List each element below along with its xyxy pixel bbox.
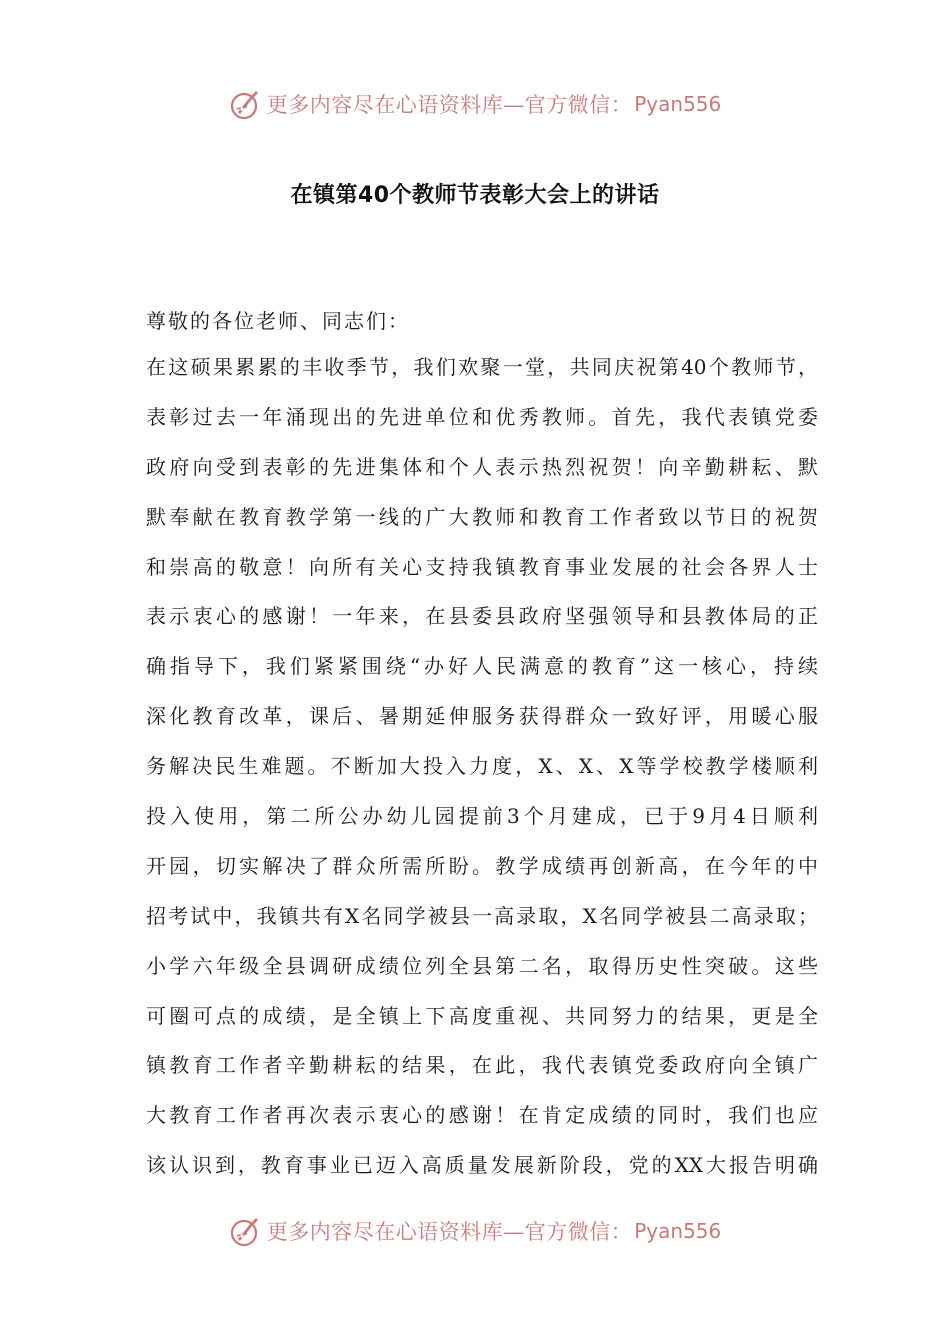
text-line: 可圈可点的成绩，是全镇上下高度重视、共同努力的结果，更是全 [146, 1003, 818, 1028]
footer-banner [0, 1211, 950, 1251]
document-title: 在镇第40个教师节表彰大会上的讲话 [290, 183, 660, 208]
text-line: 确指导下，我们紧紧围绕“办好人民满意的教育”这一核心，持续 [146, 654, 818, 679]
text-line: 大教育工作者再次表示衷心的感谢！在肯定成绩的同时，我们也应 [146, 1103, 818, 1128]
text-line: 小学六年级全县调研成绩位列全县第二名，取得历史性突破。这些 [146, 953, 818, 978]
banner-text: 更多内容尽在心语资料库—官方微信： [266, 93, 633, 117]
banner-wechat-id: Pyan556 [634, 1219, 722, 1243]
text-line: 和崇高的敬意！向所有关心支持我镇教育事业发展的社会各界人士 [146, 554, 818, 579]
text-line: 镇教育工作者辛勤耕耘的结果，在此，我代表镇党委政府向全镇广 [146, 1053, 818, 1078]
text-line: 在这硕果累累的丰收季节，我们欢聚一堂，共同庆祝第40个教师节， [146, 355, 818, 379]
text-line: 投入使用，第二所公办幼儿园提前3个月建成，已于9月4日顺利 [146, 804, 818, 829]
salutation: 尊敬的各位老师、同志们： [146, 309, 410, 333]
text-line: 该认识到，教育事业已迈入高质量发展新阶段，党的XX大报告明确 [146, 1153, 818, 1178]
text-line: 深化教育改革，课后、暑期延伸服务获得群众一致好评，用暖心服 [146, 704, 818, 729]
banner-text: 更多内容尽在心语资料库—官方微信： [266, 1220, 633, 1244]
text-line: 开园，切实解决了群众所需所盼。教学成绩再创新高，在今年的中 [146, 853, 818, 878]
text-line: 默奉献在教育教学第一线的广大教师和教育工作者致以节日的祝贺 [146, 504, 818, 529]
body-text [146, 352, 818, 1200]
pen-nib-icon [229, 87, 263, 121]
text-line: 表示衷心的感谢！一年来，在县委县政府坚强领导和县教体局的正 [146, 604, 818, 629]
banner-wechat-id: Pyan556 [634, 92, 722, 116]
text-line: 招考试中，我镇共有X名同学被县一高录取，X名同学被县二高录取； [146, 903, 818, 928]
pen-nib-icon [229, 1214, 263, 1248]
text-line: 表彰过去一年涌现出的先进单位和优秀教师。首先，我代表镇党委 [146, 404, 818, 429]
text-line: 务解决民生难题。不断加大投入力度，X、X、X等学校教学楼顺利 [146, 754, 818, 779]
header-banner [0, 84, 950, 124]
text-line: 政府向受到表彰的先进集体和个人表示热烈祝贺！向辛勤耕耘、默 [146, 454, 818, 479]
